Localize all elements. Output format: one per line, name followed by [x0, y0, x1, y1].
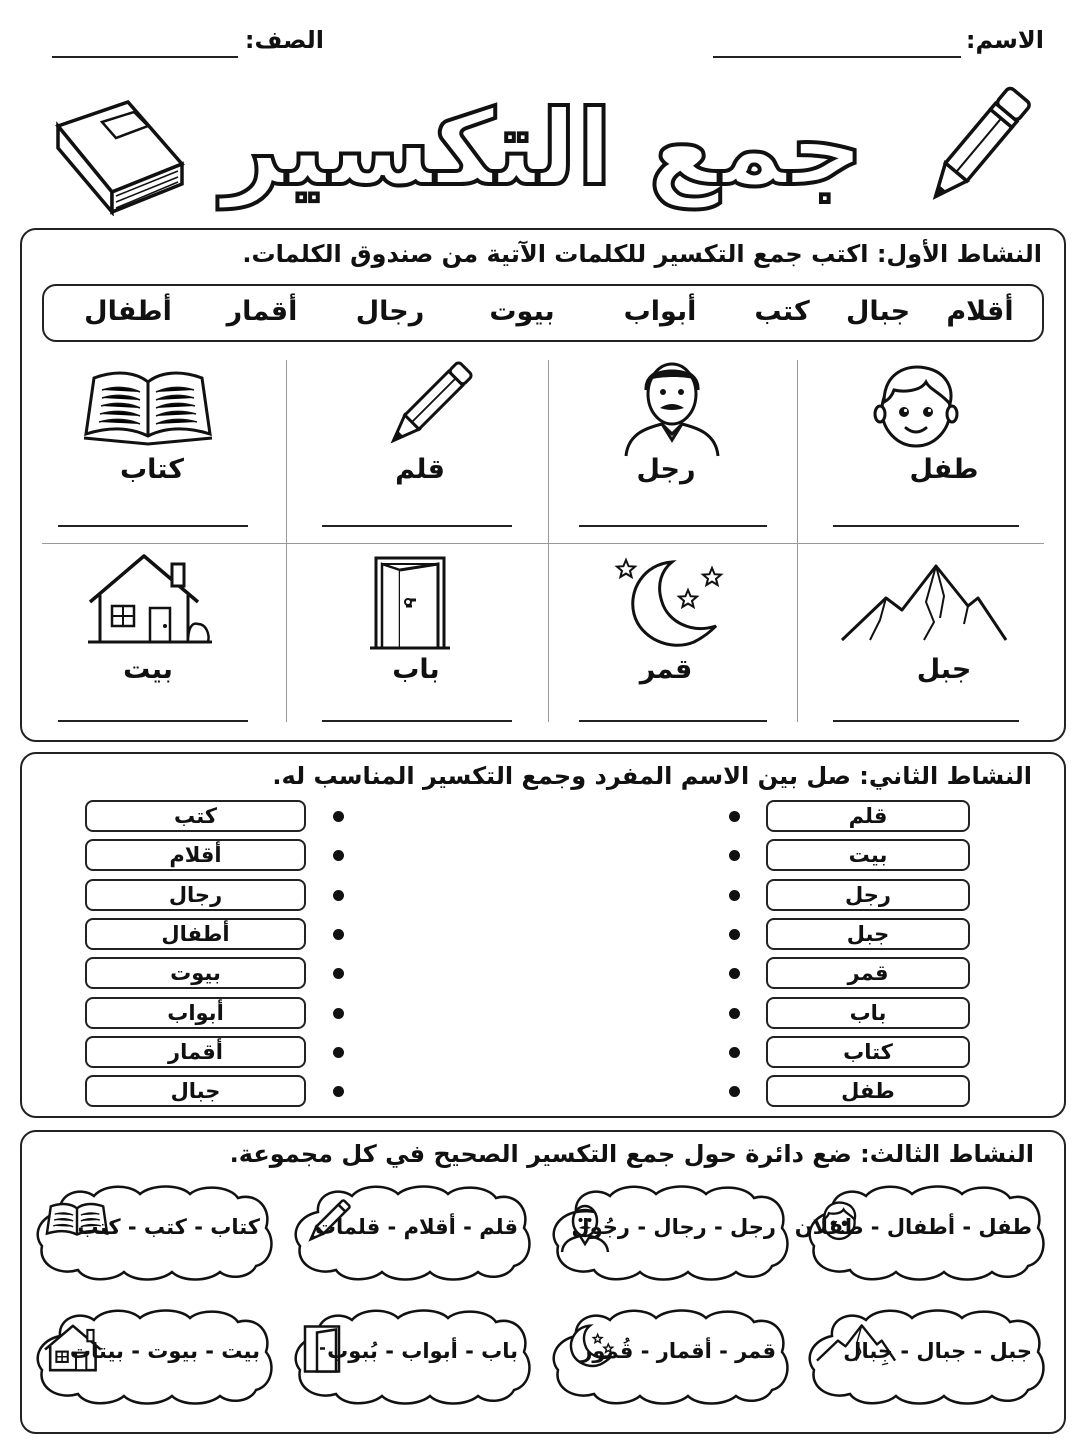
class-label: الصف: — [244, 26, 324, 54]
plural-word-box[interactable]: أقمار — [85, 1036, 306, 1068]
match-dot[interactable] — [333, 929, 344, 940]
answer-line[interactable] — [322, 720, 512, 722]
singular-word-box[interactable]: باب — [766, 997, 970, 1029]
cloud-group[interactable] — [550, 1306, 790, 1404]
cloud-options-text[interactable]: بيت - بيوت - بيتات — [69, 1339, 260, 1363]
answer-line[interactable] — [833, 525, 1019, 527]
word-bank-item: أبواب — [623, 296, 697, 327]
plural-word-box[interactable]: أبواب — [85, 997, 306, 1029]
grid-divider — [286, 360, 287, 722]
word-bank-item: أقلام — [946, 296, 1014, 327]
pencil-icon — [920, 84, 1036, 208]
boy-face-icon — [866, 362, 966, 452]
cell-word: طفل — [909, 454, 979, 485]
class-field[interactable] — [52, 56, 238, 58]
activity1-title: النشاط الأول: اكتب جمع التكسير للكلمات الآتية من صندوق الكلمات. — [242, 240, 1042, 268]
cell-word: بيت — [123, 654, 173, 685]
plural-word-box[interactable]: كتب — [85, 800, 306, 832]
house-icon — [88, 552, 212, 646]
grid-divider — [548, 360, 549, 722]
match-dot[interactable] — [729, 929, 740, 940]
singular-word-box[interactable]: قلم — [766, 800, 970, 832]
cell-word: كتاب — [120, 454, 184, 485]
cloud-options-text[interactable]: قلم - أقلام - قلمات — [314, 1215, 518, 1239]
grid-divider — [797, 360, 798, 722]
word-bank-item: كتب — [754, 296, 810, 327]
match-dot[interactable] — [729, 1047, 740, 1058]
singular-word-box[interactable]: جبل — [766, 918, 970, 950]
word-bank-item: بيوت — [489, 296, 555, 327]
cloud-options-text[interactable]: كتاب - كتب - كتب — [77, 1215, 260, 1239]
cloud-group[interactable] — [550, 1182, 790, 1280]
match-dot[interactable] — [729, 811, 740, 822]
book-icon — [50, 96, 190, 216]
cloud-options-text[interactable]: جبل - جبال - جِبال — [843, 1339, 1032, 1363]
plural-word-box[interactable]: بيوت — [85, 957, 306, 989]
mountain-icon — [840, 562, 1008, 644]
cloud-group[interactable] — [806, 1306, 1046, 1404]
plural-word-box[interactable]: أقلام — [85, 839, 306, 871]
singular-word-box[interactable]: كتاب — [766, 1036, 970, 1068]
plural-word-box[interactable]: جبال — [85, 1075, 306, 1107]
cloud-options-text[interactable]: رجل - رجال - رجُول — [571, 1215, 776, 1239]
word-bank-item: جبال — [845, 296, 911, 327]
activity3-title: النشاط الثالث: ضع دائرة حول جمع التكسير الصحيح في كل مجموعة. — [229, 1140, 1034, 1168]
cloud-group[interactable] — [794, 1182, 1046, 1280]
cloud-options-text[interactable]: قمر - أقمار - قُمور — [580, 1339, 776, 1363]
singular-word-box[interactable]: رجل — [766, 879, 970, 911]
match-dot[interactable] — [333, 1008, 344, 1019]
cloud-group[interactable] — [292, 1306, 532, 1404]
match-dot[interactable] — [333, 811, 344, 822]
word-bank — [42, 284, 1044, 342]
answer-line[interactable] — [58, 525, 248, 527]
answer-line[interactable] — [579, 720, 767, 722]
word-bank-item: أطفال — [84, 296, 172, 327]
singular-word-box[interactable]: بيت — [766, 839, 970, 871]
answer-line[interactable] — [58, 720, 248, 722]
answer-line[interactable] — [322, 525, 512, 527]
page-title: جمع التكسير — [221, 87, 865, 209]
cell-word: باب — [392, 654, 440, 685]
cell-word: قلم — [395, 454, 445, 485]
match-dot[interactable] — [729, 890, 740, 901]
name-label: الاسم: — [965, 26, 1044, 54]
plural-word-box[interactable]: أطفال — [85, 918, 306, 950]
cell-word: قمر — [639, 654, 693, 685]
cloud-group[interactable] — [292, 1182, 532, 1280]
match-dot[interactable] — [729, 1008, 740, 1019]
cloud-options-text[interactable]: باب - أبواب - بُبوب — [327, 1339, 518, 1363]
open-book-icon — [80, 364, 216, 448]
cell-word: جبل — [916, 654, 972, 685]
singular-word-box[interactable]: طفل — [766, 1075, 970, 1107]
moon-icon — [610, 556, 726, 652]
word-bank-item: رجال — [355, 296, 425, 327]
name-field[interactable] — [713, 56, 961, 58]
singular-word-box[interactable]: قمر — [766, 957, 970, 989]
activity2-title: النشاط الثاني: صل بين الاسم المفرد وجمع التكسير المناسب له. — [272, 762, 1032, 790]
cloud-group[interactable] — [34, 1182, 274, 1280]
plural-word-box[interactable]: رجال — [85, 879, 306, 911]
pencil-icon — [376, 360, 476, 456]
answer-line[interactable] — [579, 525, 767, 527]
cell-word: رجل — [636, 454, 696, 485]
grid-divider — [42, 543, 1044, 544]
answer-line[interactable] — [833, 720, 1019, 722]
cloud-options-text[interactable]: طفل - أطفال - طفلان — [794, 1215, 1032, 1239]
cloud-group[interactable] — [34, 1306, 274, 1404]
match-dot[interactable] — [333, 1047, 344, 1058]
word-bank-item: أقمار — [226, 296, 298, 327]
match-dot[interactable] — [333, 890, 344, 901]
door-icon — [370, 554, 450, 652]
man-icon — [622, 350, 722, 458]
